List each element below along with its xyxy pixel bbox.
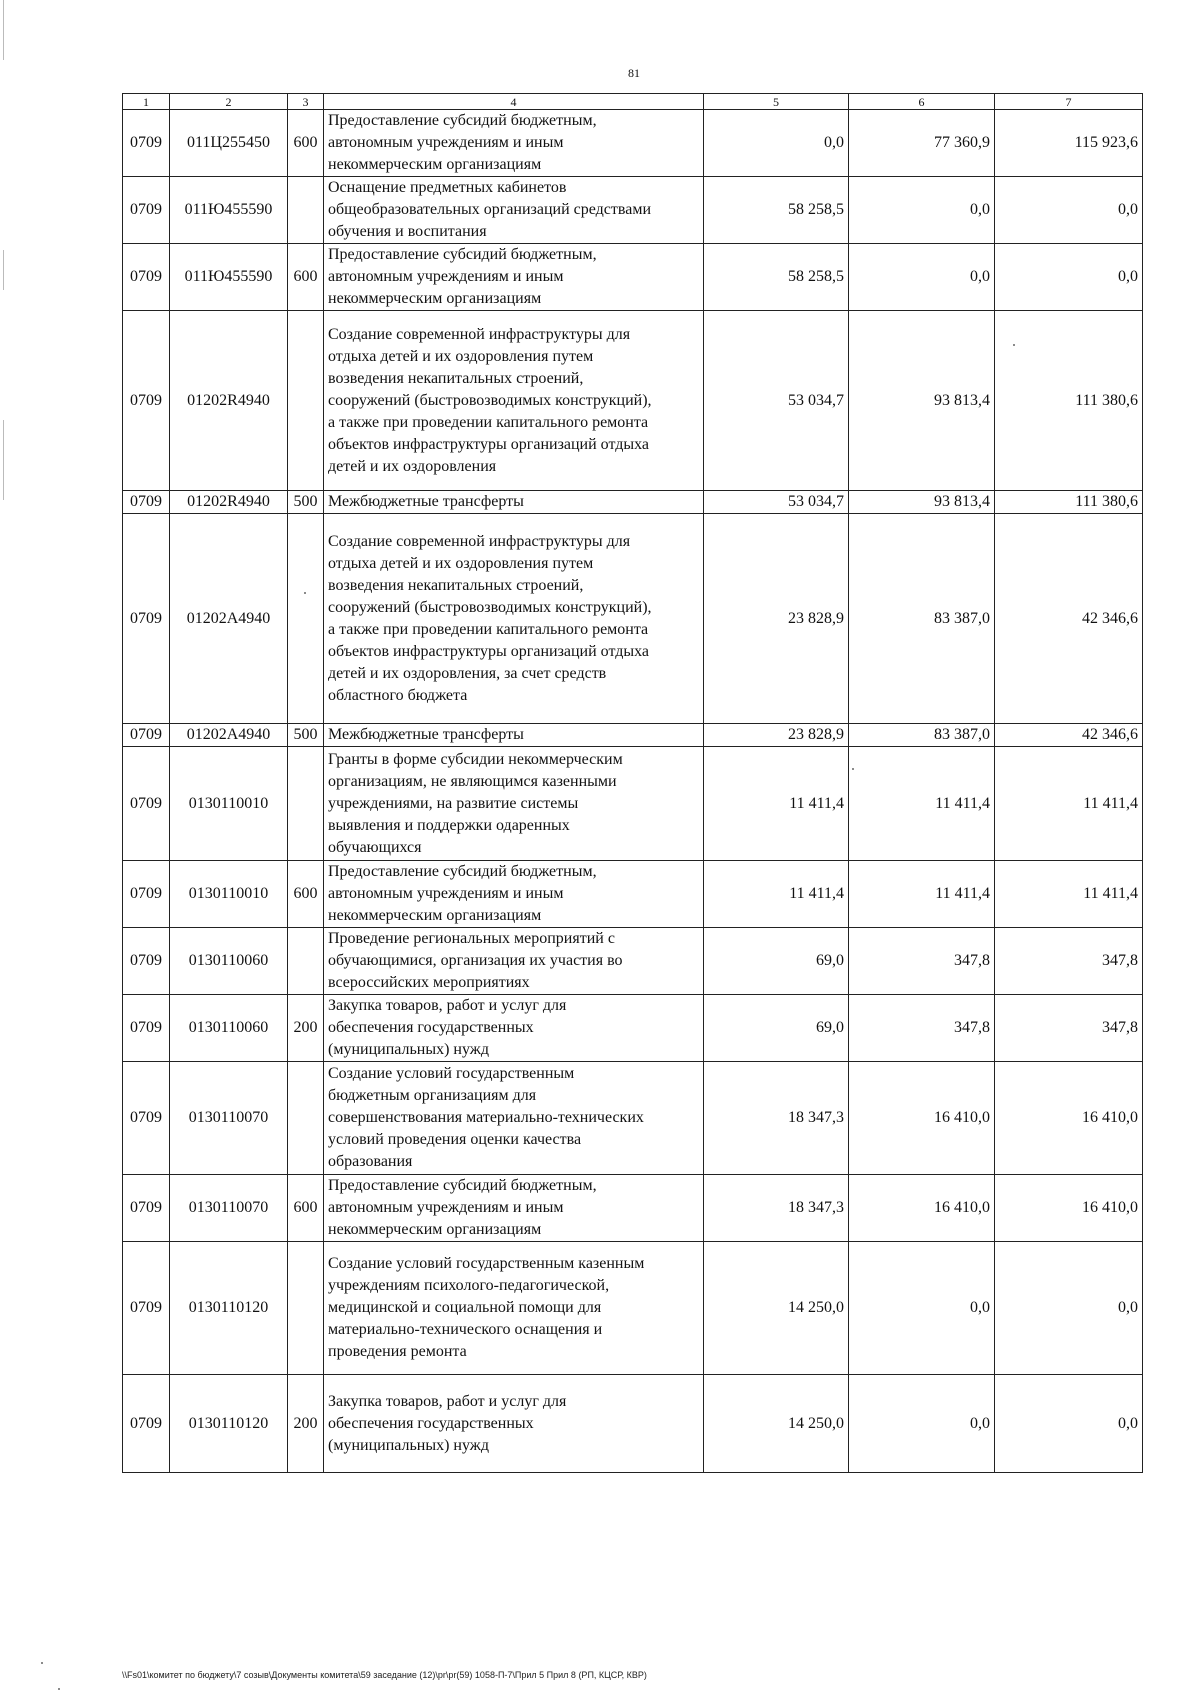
expense-type-cell: 600 — [288, 861, 324, 928]
value-col5-cell: 11 411,4 — [704, 861, 849, 928]
section-cell: 0709 — [123, 311, 170, 491]
description-line: совершенствования материально-технических — [328, 1109, 644, 1126]
description-line: Оснащение предметных кабинетов — [328, 179, 567, 196]
value-col7-cell: 115 923,6 — [995, 110, 1143, 177]
target-code-cell: 011Ц255450 — [170, 110, 288, 177]
value-col5-cell: 23 828,9 — [704, 724, 849, 747]
expense-type-cell: 200 — [288, 1375, 324, 1473]
description-line: детей и их оздоровления — [328, 457, 497, 475]
description-line: обучения и воспитания — [328, 223, 487, 240]
header-col-7: 7 — [995, 94, 1143, 110]
target-code-cell: 011Ю455590 — [170, 244, 288, 311]
description-line: обучающимися, организация их участия во — [328, 952, 623, 969]
description-line: объектов инфраструктуры организаций отдыха — [328, 642, 650, 660]
budget-table — [122, 93, 1143, 1473]
description-line: Предоставление субсидий бюджетным, — [328, 112, 597, 129]
value-col6-cell: 83 387,0 — [849, 514, 995, 724]
value-col6-cell: 0,0 — [849, 244, 995, 311]
description-cell — [324, 724, 704, 747]
table-row — [123, 311, 1143, 491]
description-line: общеобразовательных организаций средствами — [328, 201, 652, 218]
value-col5-cell: 18 347,3 — [704, 1175, 849, 1242]
description-line: возведения некапитальных строений, — [328, 576, 584, 594]
value-col7-cell: 42 346,6 — [995, 724, 1143, 747]
header-col-2: 2 — [170, 94, 288, 110]
table-row — [123, 861, 1143, 928]
section-cell: 0709 — [123, 928, 170, 995]
description-cell — [324, 1242, 704, 1375]
value-col7-cell: 0,0 — [995, 177, 1143, 244]
value-col5-cell: 14 250,0 — [704, 1242, 849, 1375]
expense-type-cell: 200 — [288, 995, 324, 1062]
section-cell: 0709 — [123, 747, 170, 861]
section-cell: 0709 — [123, 110, 170, 177]
table-row — [123, 1375, 1143, 1473]
expense-type-cell: 600 — [288, 244, 324, 311]
value-col7-cell: 11 411,4 — [995, 747, 1143, 861]
expense-type-cell — [288, 311, 324, 491]
description-cell — [324, 1375, 704, 1473]
description-line: сооружений (быстровозводимых конструкций), — [328, 391, 652, 409]
table-row — [123, 244, 1143, 311]
table-row — [123, 928, 1143, 995]
value-col6-cell: 0,0 — [849, 1375, 995, 1473]
description-line: Создание условий государственным казенным — [328, 1255, 645, 1272]
scan-edge-mark — [3, 250, 4, 290]
value-col7-cell: 111 380,6 — [995, 311, 1143, 491]
table-row — [123, 1175, 1143, 1242]
description-line: Предоставление субсидий бюджетным, — [328, 1177, 597, 1194]
description-line: областного бюджета — [328, 686, 468, 704]
description-cell — [324, 861, 704, 928]
scan-speck — [58, 1688, 60, 1690]
section-cell: 0709 — [123, 177, 170, 244]
description-line: автономным учреждениям и иным — [328, 268, 564, 285]
description-line: условий проведения оценки качества — [328, 1131, 582, 1148]
description-line: а также при проведении капитального ремонта — [328, 620, 649, 638]
description-cell — [324, 1175, 704, 1242]
scan-edge-mark — [3, 420, 4, 500]
expense-type-cell — [288, 747, 324, 861]
description-line: некоммерческим организациям — [328, 290, 542, 307]
target-code-cell: 0130110120 — [170, 1242, 288, 1375]
value-col5-cell: 58 258,5 — [704, 177, 849, 244]
description-line: материально-технического оснащения и — [328, 1321, 603, 1338]
description-line: сооружений (быстровозводимых конструкций), — [328, 598, 652, 616]
value-col5-cell: 69,0 — [704, 928, 849, 995]
value-col7-cell: 16 410,0 — [995, 1062, 1143, 1175]
section-cell: 0709 — [123, 514, 170, 724]
description-cell — [324, 177, 704, 244]
value-col6-cell: 347,8 — [849, 928, 995, 995]
section-cell: 0709 — [123, 724, 170, 747]
expense-type-cell: 500 — [288, 724, 324, 747]
description-line: учреждениям психолого-педагогической, — [328, 1277, 610, 1294]
table-row — [123, 995, 1143, 1062]
value-col5-cell: 18 347,3 — [704, 1062, 849, 1175]
value-col6-cell: 0,0 — [849, 1242, 995, 1375]
description-cell — [324, 928, 704, 995]
value-col6-cell: 77 360,9 — [849, 110, 995, 177]
target-code-cell: 01202R4940 — [170, 491, 288, 514]
description-line: некоммерческим организациям — [328, 907, 542, 924]
description-line: автономным учреждениям и иным — [328, 1199, 564, 1216]
value-col6-cell: 93 813,4 — [849, 491, 995, 514]
description-cell — [324, 110, 704, 177]
value-col6-cell: 16 410,0 — [849, 1175, 995, 1242]
value-col6-cell: 11 411,4 — [849, 861, 995, 928]
description-cell — [324, 514, 704, 724]
description-cell — [324, 311, 704, 491]
description-line: проведения ремонта — [328, 1343, 467, 1360]
description-line: бюджетным организациям для — [328, 1087, 537, 1104]
value-col6-cell: 11 411,4 — [849, 747, 995, 861]
description-line: объектов инфраструктуры организаций отдыха — [328, 435, 650, 453]
value-col6-cell: 83 387,0 — [849, 724, 995, 747]
scan-speck — [41, 1662, 43, 1664]
expense-type-cell — [288, 514, 324, 724]
target-code-cell: 011Ю455590 — [170, 177, 288, 244]
section-cell: 0709 — [123, 1242, 170, 1375]
target-code-cell: 0130110070 — [170, 1175, 288, 1242]
table-row — [123, 514, 1143, 724]
expense-type-cell — [288, 1062, 324, 1175]
description-line: организациям, не являющимся казенными — [328, 772, 617, 790]
description-line: отдыха детей и их оздоровления путем — [328, 554, 594, 572]
description-line: Межбюджетные трансферты — [328, 493, 524, 510]
description-line: обучающихся — [328, 838, 422, 856]
expense-type-cell — [288, 177, 324, 244]
header-col-1: 1 — [123, 94, 170, 110]
value-col5-cell: 58 258,5 — [704, 244, 849, 311]
header-row — [123, 94, 1143, 110]
target-code-cell: 0130110010 — [170, 747, 288, 861]
target-code-cell: 01202A4940 — [170, 724, 288, 747]
value-col5-cell: 53 034,7 — [704, 491, 849, 514]
description-line: образования — [328, 1153, 413, 1170]
value-col7-cell: 16 410,0 — [995, 1175, 1143, 1242]
description-line: некоммерческим организациям — [328, 1221, 542, 1238]
expense-type-cell: 600 — [288, 110, 324, 177]
description-line: Закупка товаров, работ и услуг для — [328, 1392, 567, 1410]
table-row — [123, 1242, 1143, 1375]
value-col6-cell: 93 813,4 — [849, 311, 995, 491]
table-row — [123, 1062, 1143, 1175]
scan-edge-mark — [3, 0, 4, 60]
description-line: некоммерческим организациям — [328, 156, 542, 173]
value-col5-cell: 23 828,9 — [704, 514, 849, 724]
table-header — [123, 94, 1143, 110]
description-line: Предоставление субсидий бюджетным, — [328, 246, 597, 263]
section-cell: 0709 — [123, 1375, 170, 1473]
value-col6-cell: 347,8 — [849, 995, 995, 1062]
table-row — [123, 491, 1143, 514]
description-line: детей и их оздоровления, за счет средств — [328, 664, 607, 682]
section-cell: 0709 — [123, 861, 170, 928]
section-cell: 0709 — [123, 1175, 170, 1242]
value-col7-cell: 111 380,6 — [995, 491, 1143, 514]
target-code-cell: 01202A4940 — [170, 514, 288, 724]
value-col5-cell: 0,0 — [704, 110, 849, 177]
header-col-4: 4 — [324, 94, 704, 110]
page-number: 81 — [628, 66, 640, 80]
scan-speck — [852, 768, 854, 770]
value-col7-cell: 42 346,6 — [995, 514, 1143, 724]
description-cell — [324, 1062, 704, 1175]
description-line: Гранты в форме субсидии некоммерческим — [328, 750, 623, 768]
table-row — [123, 747, 1143, 861]
table-row — [123, 110, 1143, 177]
target-code-cell: 0130110060 — [170, 995, 288, 1062]
section-cell: 0709 — [123, 1062, 170, 1175]
footer-file-path: \\Fs01\комитет по бюджету\7 созыв\Документы комитета\59 заседание (12)\pr\pr(59) 1058-П-7\Прил 5 Прил 8 (РП, КЦСР, КВР) — [122, 1670, 647, 1680]
scan-speck — [1013, 344, 1015, 346]
scan-speck — [304, 592, 306, 594]
value-col7-cell: 11 411,4 — [995, 861, 1143, 928]
description-line: Предоставление субсидий бюджетным, — [328, 863, 597, 880]
description-cell — [324, 244, 704, 311]
description-line: возведения некапитальных строений, — [328, 369, 584, 387]
header-col-6: 6 — [849, 94, 995, 110]
value-col7-cell: 0,0 — [995, 1242, 1143, 1375]
description-line: обеспечения государственных — [328, 1019, 534, 1036]
section-cell: 0709 — [123, 995, 170, 1062]
description-line: Проведение региональных мероприятий с — [328, 930, 615, 947]
value-col5-cell: 14 250,0 — [704, 1375, 849, 1473]
expense-type-cell — [288, 928, 324, 995]
header-col-3: 3 — [288, 94, 324, 110]
description-line: автономным учреждениям и иным — [328, 885, 564, 902]
description-line: (муниципальных) нужд — [328, 1436, 489, 1454]
description-line: Создание современной инфраструктуры для — [328, 532, 631, 550]
value-col7-cell: 347,8 — [995, 928, 1143, 995]
description-line: (муниципальных) нужд — [328, 1041, 489, 1058]
target-code-cell: 01202R4940 — [170, 311, 288, 491]
description-line: Межбюджетные трансферты — [328, 726, 524, 743]
target-code-cell: 0130110060 — [170, 928, 288, 995]
table-row — [123, 177, 1143, 244]
value-col7-cell: 0,0 — [995, 1375, 1143, 1473]
table-row — [123, 724, 1143, 747]
value-col5-cell: 53 034,7 — [704, 311, 849, 491]
header-col-5: 5 — [704, 94, 849, 110]
description-line: выявления и поддержки одаренных — [328, 816, 570, 834]
expense-type-cell: 500 — [288, 491, 324, 514]
table-body — [123, 110, 1143, 1473]
description-cell — [324, 747, 704, 861]
description-line: медицинской и социальной помощи для — [328, 1299, 602, 1316]
section-cell: 0709 — [123, 491, 170, 514]
description-line: Создание современной инфраструктуры для — [328, 325, 631, 343]
description-cell — [324, 491, 704, 514]
value-col5-cell: 11 411,4 — [704, 747, 849, 861]
description-line: учреждениями, на развитие системы — [328, 794, 579, 812]
description-line: отдыха детей и их оздоровления путем — [328, 347, 594, 365]
description-line: Создание условий государственным — [328, 1065, 575, 1082]
value-col5-cell: 69,0 — [704, 995, 849, 1062]
description-line: Закупка товаров, работ и услуг для — [328, 997, 567, 1014]
description-line: обеспечения государственных — [328, 1414, 534, 1432]
expense-type-cell — [288, 1242, 324, 1375]
description-line: всероссийских мероприятиях — [328, 974, 530, 991]
value-col7-cell: 347,8 — [995, 995, 1143, 1062]
value-col6-cell: 16 410,0 — [849, 1062, 995, 1175]
value-col7-cell: 0,0 — [995, 244, 1143, 311]
value-col6-cell: 0,0 — [849, 177, 995, 244]
expense-type-cell: 600 — [288, 1175, 324, 1242]
target-code-cell: 0130110120 — [170, 1375, 288, 1473]
description-line: а также при проведении капитального ремонта — [328, 413, 649, 431]
target-code-cell: 0130110070 — [170, 1062, 288, 1175]
section-cell: 0709 — [123, 244, 170, 311]
description-line: автономным учреждениям и иным — [328, 134, 564, 151]
description-cell — [324, 995, 704, 1062]
target-code-cell: 0130110010 — [170, 861, 288, 928]
